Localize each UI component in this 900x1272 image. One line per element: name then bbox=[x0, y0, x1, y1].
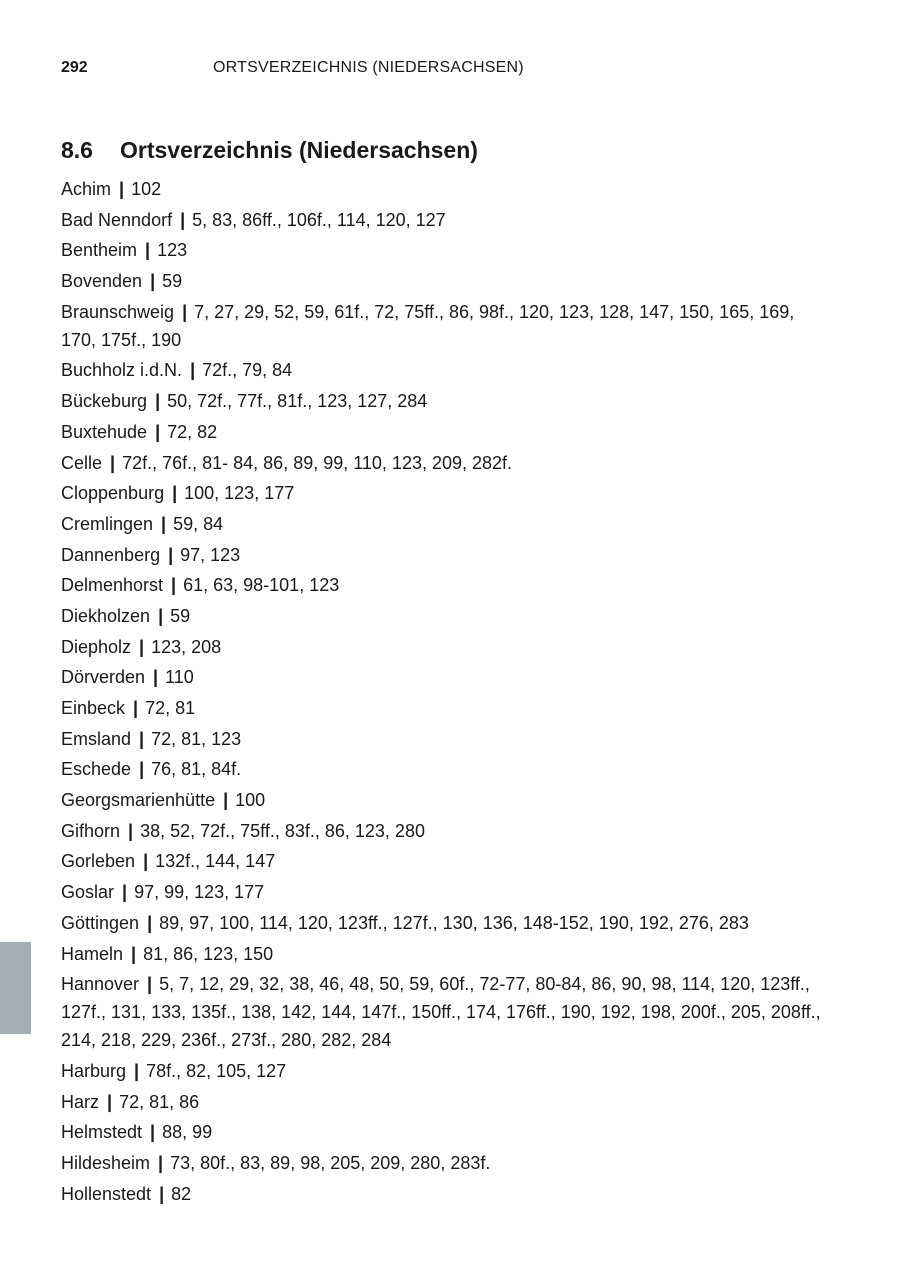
index-entry-pages: 100 bbox=[235, 790, 266, 811]
index-entry bbox=[61, 541, 821, 569]
index-entry-pages: 76, 81, 84f. bbox=[151, 759, 242, 780]
index-entry-place: Goslar bbox=[61, 882, 115, 903]
index-entry-separator: | bbox=[139, 636, 145, 657]
index-entry-place: Braunschweig bbox=[61, 301, 175, 322]
index-entry-place: Cremlingen bbox=[61, 513, 154, 534]
index-entry bbox=[61, 878, 821, 906]
index-entry-place: Hannover bbox=[61, 974, 140, 995]
index-entry-pages: 59, 84 bbox=[173, 513, 224, 534]
index-entry-pages: 59 bbox=[162, 271, 183, 292]
index-entry-pages: 5, 7, 12, 29, 32, 38, 46, 48, 50, 59, 60f., 72-77, 80-84, 86, 90, 98, 114, 120, 123ff., 127f., 131, 133, 135f., 138, 142, 144, 147f., 150ff., 174, 176ff., 190, 192, 198, 200f., 205, 208ff., 214, 218, 229, 236f., 273f., 280, 282, 284 bbox=[61, 974, 821, 1051]
index-entry bbox=[61, 510, 821, 538]
index-entry-place: Gorleben bbox=[61, 851, 136, 872]
index-entry-pages: 72, 81, 86 bbox=[119, 1091, 200, 1112]
index-entry-place: Diepholz bbox=[61, 636, 132, 657]
index-entry-separator: | bbox=[107, 1091, 113, 1112]
index-entry-place: Buchholz i.d.N. bbox=[61, 360, 183, 381]
index-entry-separator: | bbox=[223, 790, 229, 811]
index-entry-separator: | bbox=[147, 974, 153, 995]
index-entry-separator: | bbox=[158, 1152, 164, 1173]
index-entry-pages: 102 bbox=[131, 179, 162, 199]
index-entry-place: Dannenberg bbox=[61, 544, 161, 565]
index-entry-place: Emsland bbox=[61, 728, 132, 749]
index-entry-pages: 97, 99, 123, 177 bbox=[134, 882, 265, 903]
index-entry-separator: | bbox=[143, 851, 149, 872]
index-entry-pages: 61, 63, 98-101, 123 bbox=[183, 575, 340, 596]
index-entry-pages: 89, 97, 100, 114, 120, 123ff., 127f., 130, 136, 148-152, 190, 192, 276, 283 bbox=[159, 912, 749, 933]
index-entry bbox=[61, 1088, 821, 1116]
index-entry bbox=[61, 1118, 821, 1146]
index-entry-separator: | bbox=[119, 179, 125, 199]
index-entry-place: Celle bbox=[61, 452, 103, 473]
index-entry-separator: | bbox=[171, 575, 177, 596]
index-entry-pages: 132f., 144, 147 bbox=[155, 851, 276, 872]
index-entry bbox=[61, 175, 821, 203]
index-entry-pages: 72f., 79, 84 bbox=[202, 360, 293, 381]
index-entry-pages: 123 bbox=[157, 240, 188, 261]
index-entry bbox=[61, 786, 821, 814]
index-entry bbox=[61, 267, 821, 295]
section-title: Ortsverzeichnis (Niedersachsen) bbox=[120, 137, 478, 164]
page-number: 292 bbox=[61, 59, 88, 76]
index-entry-separator: | bbox=[133, 698, 139, 718]
index-entry-pages: 88, 99 bbox=[162, 1122, 213, 1143]
index-entry bbox=[61, 571, 821, 599]
index-entry-separator: | bbox=[172, 483, 178, 504]
index-entry-place: Gifhorn bbox=[61, 820, 121, 841]
index-entry-pages: 50, 72f., 77f., 81f., 123, 127, 284 bbox=[167, 391, 428, 412]
index-entry-pages: 97, 123 bbox=[180, 544, 241, 565]
index-entry-separator: | bbox=[134, 1060, 140, 1081]
index-entry-place: Hameln bbox=[61, 943, 124, 964]
index-entry-place: Harz bbox=[61, 1091, 100, 1112]
index-entry bbox=[61, 206, 821, 234]
index-entry-separator: | bbox=[182, 301, 188, 322]
index-entry-pages: 7, 27, 29, 52, 59, 61f., 72, 75ff., 86, 98f., 120, 123, 128, 147, 150, 165, 169, 170, 175f., 190 bbox=[61, 301, 795, 350]
index-entry-separator: | bbox=[150, 1122, 156, 1143]
index-entry-pages: 38, 52, 72f., 75ff., 83f., 86, 123, 280 bbox=[140, 820, 425, 841]
index-entry-place: Diekholzen bbox=[61, 605, 151, 626]
running-head bbox=[61, 57, 860, 79]
index-entry-place: Einbeck bbox=[61, 698, 126, 718]
index-entry bbox=[61, 633, 821, 661]
index-entry bbox=[61, 602, 821, 630]
index-entry-separator: | bbox=[139, 759, 145, 780]
index-entry-place: Eschede bbox=[61, 759, 132, 780]
section-number: 8.6 bbox=[61, 137, 93, 164]
index-entry-pages: 73, 80f., 83, 89, 98, 205, 209, 280, 283f. bbox=[170, 1152, 491, 1173]
index-entry bbox=[61, 298, 821, 354]
index-entry bbox=[61, 236, 821, 264]
index-entry bbox=[61, 755, 821, 783]
index-entry-place: Bad Nenndorf bbox=[61, 209, 173, 230]
index-entry-pages: 5, 83, 86ff., 106f., 114, 120, 127 bbox=[192, 209, 446, 230]
index-entry-place: Bentheim bbox=[61, 240, 138, 261]
index-entry-separator: | bbox=[145, 240, 151, 261]
index-entry-separator: | bbox=[153, 667, 159, 688]
index-entry-place: Dörverden bbox=[61, 667, 146, 688]
index-entry bbox=[61, 1180, 821, 1208]
index-entry-pages: 72f., 76f., 81- 84, 86, 89, 99, 110, 123, 209, 282f. bbox=[122, 452, 513, 473]
index-entry bbox=[61, 1149, 821, 1177]
index-entry bbox=[61, 940, 821, 968]
index-entry bbox=[61, 1057, 821, 1085]
index-entry-place: Buxtehude bbox=[61, 421, 148, 442]
section-heading bbox=[61, 135, 478, 165]
index-entry bbox=[61, 387, 821, 415]
index-entry bbox=[61, 909, 821, 937]
index-entry bbox=[61, 479, 821, 507]
index-entry bbox=[61, 418, 821, 446]
index-entry-separator: | bbox=[180, 209, 186, 230]
index-entry-separator: | bbox=[150, 271, 156, 292]
chapter-thumb-tab bbox=[0, 942, 31, 1034]
index-entry-separator: | bbox=[155, 391, 161, 412]
index-entry-pages: 110 bbox=[165, 667, 194, 688]
running-title: ORTSVERZEICHNIS (NIEDERSACHSEN) bbox=[213, 59, 524, 76]
index-entry-place: Cloppenburg bbox=[61, 483, 165, 504]
index-entry-separator: | bbox=[190, 360, 196, 381]
index-entry-pages: 100, 123, 177 bbox=[184, 483, 295, 504]
place-index-list bbox=[61, 175, 821, 1210]
index-entry bbox=[61, 817, 821, 845]
index-entry-place: Georgsmarienhütte bbox=[61, 790, 216, 811]
index-entry-place: Bückeburg bbox=[61, 391, 148, 412]
index-entry-place: Göttingen bbox=[61, 912, 140, 933]
index-entry-separator: | bbox=[168, 544, 174, 565]
index-entry bbox=[61, 970, 821, 1054]
index-entry-pages: 72, 82 bbox=[167, 421, 218, 442]
index-entry-place: Delmenhorst bbox=[61, 575, 164, 596]
index-entry-separator: | bbox=[128, 820, 134, 841]
index-entry bbox=[61, 356, 821, 384]
index-entry-place: Bovenden bbox=[61, 271, 143, 292]
index-entry-separator: | bbox=[110, 452, 116, 473]
index-entry-separator: | bbox=[122, 882, 128, 903]
index-entry-place: Hollenstedt bbox=[61, 1183, 152, 1204]
index-entry-pages: 78f., 82, 105, 127 bbox=[146, 1060, 287, 1081]
index-entry-separator: | bbox=[155, 421, 161, 442]
index-entry bbox=[61, 663, 821, 691]
index-entry-separator: | bbox=[131, 943, 137, 964]
index-entry bbox=[61, 449, 821, 477]
index-entry-separator: | bbox=[147, 912, 153, 933]
index-entry-place: Achim bbox=[61, 179, 112, 199]
index-entry bbox=[61, 694, 821, 722]
index-entry-place: Helmstedt bbox=[61, 1122, 143, 1143]
index-entry-place: Harburg bbox=[61, 1060, 127, 1081]
index-entry-place: Hildesheim bbox=[61, 1152, 151, 1173]
index-entry bbox=[61, 725, 821, 753]
index-entry-pages: 82 bbox=[171, 1183, 192, 1204]
index-entry-pages: 59 bbox=[170, 605, 191, 626]
index-entry-separator: | bbox=[161, 513, 167, 534]
index-entry-separator: | bbox=[139, 728, 145, 749]
index-entry bbox=[61, 847, 821, 875]
index-entry-pages: 123, 208 bbox=[151, 636, 222, 657]
index-entry-pages: 72, 81 bbox=[145, 698, 196, 718]
index-entry-separator: | bbox=[159, 1183, 165, 1204]
index-entry-pages: 81, 86, 123, 150 bbox=[143, 943, 274, 964]
index-entry-separator: | bbox=[158, 605, 164, 626]
index-entry-pages: 72, 81, 123 bbox=[151, 728, 242, 749]
